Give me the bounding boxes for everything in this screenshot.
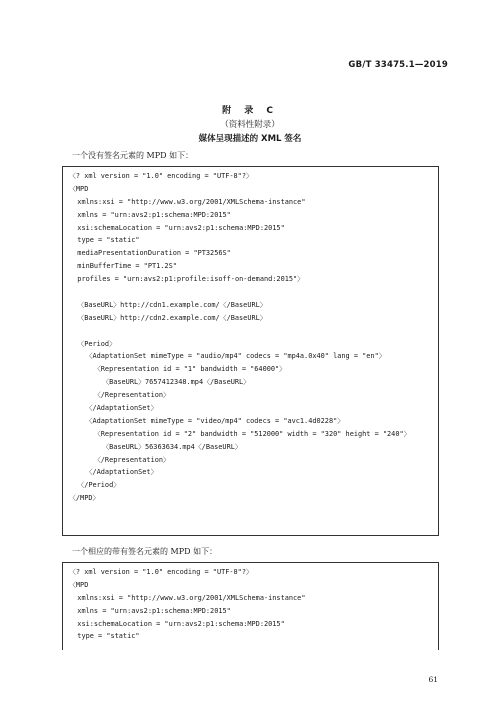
code-line: 〈/Representation〉 bbox=[69, 391, 170, 400]
code-line: xsi:schemaLocation = "urn:avs2:p1:schema:MPD:2015" bbox=[69, 619, 285, 628]
code-block-unsigned-mpd bbox=[62, 166, 439, 536]
intro-unsigned-mpd: 一个没有签名元素的 MPD 如下： bbox=[72, 151, 194, 160]
code-line: 〈/Representation〉 bbox=[69, 455, 170, 464]
standard-number: GB/T 33475.1—2019 bbox=[348, 60, 448, 70]
appendix-subtitle: 媒体呈现描述的 XML 签名 bbox=[198, 134, 302, 144]
appendix-note: （资料性附录） bbox=[220, 120, 280, 130]
code-line: xmlns = "urn:avs2:p1:schema:MPD:2015" bbox=[69, 210, 231, 219]
code-line: 〈/Period〉 bbox=[69, 481, 121, 490]
code-line: 〈BaseURL〉56363634.mp4〈/BaseURL〉 bbox=[69, 442, 242, 451]
page-number: 61 bbox=[428, 675, 438, 684]
code-line: 〈? xml version = "1.0" encoding = "UTF-8"?〉 bbox=[69, 172, 253, 180]
code-block-signed-mpd bbox=[62, 562, 439, 650]
code-line: 〈Representation id = "1" bandwidth = "64000"〉 bbox=[69, 365, 287, 374]
code-line: xmlns:xsi = "http://www.w3.org/2001/XMLSchema-instance" bbox=[69, 593, 306, 602]
code-line: 〈MPD bbox=[69, 184, 89, 193]
code-line bbox=[69, 325, 434, 338]
appendix-title: 附 录 C bbox=[222, 106, 278, 116]
code-line: 〈MPD bbox=[69, 580, 89, 589]
code-line: xmlns = "urn:avs2:p1:schema:MPD:2015" bbox=[69, 606, 231, 615]
code-line: type = "static" bbox=[69, 632, 140, 641]
code-line: mediaPresentationDuration = "PT3256S" bbox=[69, 249, 231, 258]
code-line: xmlns:xsi = "http://www.w3.org/2001/XMLSchema-instance" bbox=[69, 197, 306, 206]
code-line: 〈Period〉 bbox=[69, 339, 116, 348]
code-line: 〈/MPD〉 bbox=[69, 494, 100, 503]
intro-signed-mpd: 一个相应的带有签名元素的 MPD 如下： bbox=[72, 547, 218, 556]
code-line: 〈AdaptationSet mimeType = "audio/mp4" codecs = "mp4a.0x40" lang = "en"〉 bbox=[69, 352, 386, 361]
code-line: 〈BaseURL〉http://cdn1.example.com/〈/BaseURL〉 bbox=[69, 300, 267, 309]
code-line: minBufferTime = "PT1.2S" bbox=[69, 262, 177, 271]
code-line: 〈AdaptationSet mimeType = "video/mp4" codecs = "avc1.4d0228"〉 bbox=[69, 416, 345, 425]
code-line: profiles = "urn:avs2:p1:profile:isoff-on-demand:2015"〉 bbox=[69, 275, 305, 284]
code-line: 〈BaseURL〉7657412348.mp4〈/BaseURL〉 bbox=[69, 378, 251, 387]
code-line: 〈/AdaptationSet〉 bbox=[69, 468, 158, 477]
code-line: 〈? xml version = "1.0" encoding = "UTF-8"?〉 bbox=[69, 568, 253, 576]
code-line: xsi:schemaLocation = "urn:avs2:p1:schema:MPD:2015" bbox=[69, 223, 285, 232]
code-line bbox=[69, 286, 434, 299]
code-line: type = "static" bbox=[69, 236, 140, 245]
code-line: 〈/AdaptationSet〉 bbox=[69, 404, 158, 413]
code-line: 〈Representation id = "2" bandwidth = "512000" width = "320" height = "240"〉 bbox=[69, 429, 411, 438]
code-line: 〈BaseURL〉http://cdn2.example.com/〈/BaseURL〉 bbox=[69, 313, 267, 322]
